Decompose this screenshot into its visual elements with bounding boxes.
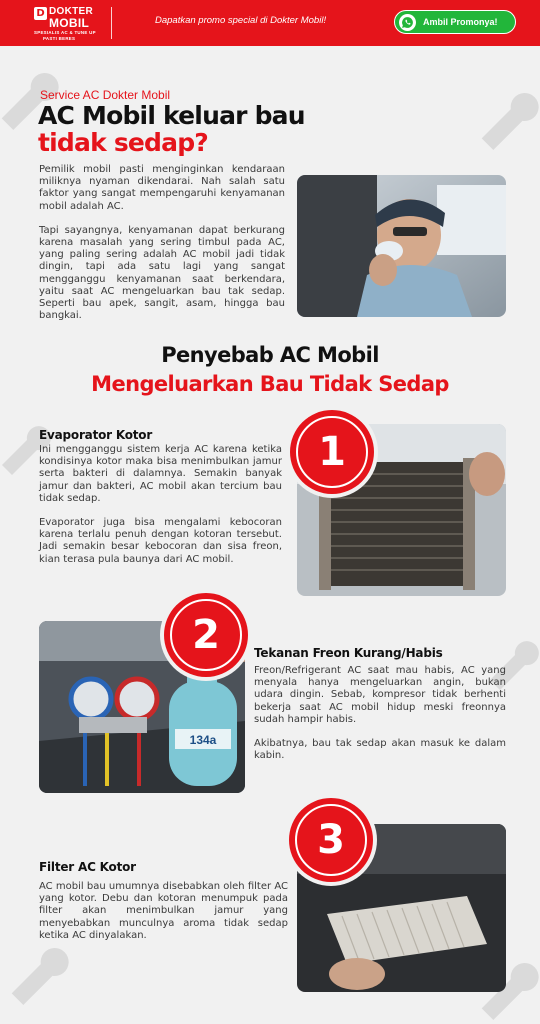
whatsapp-icon xyxy=(399,14,416,31)
cause-text-2 xyxy=(254,665,506,762)
cause-title-3: Filter AC Kotor xyxy=(39,860,136,874)
cause-2-paragraph-1: Freon/Refrigerant AC saat mau habis, AC yang menyala hanya mengeluarkan angin, bukan udara dingin. Sebab, kompresor tidak berhenti bekerja saat AC mobil hidup meski freonnya sudah hampir habis. xyxy=(254,665,506,725)
badge-number: 3 xyxy=(317,817,345,863)
logo-line1: DOKTER xyxy=(49,6,94,17)
section-title-line2: Mengeluarkan Bau Tidak Sedap xyxy=(91,372,449,396)
cause-text-1 xyxy=(39,444,282,566)
header-divider xyxy=(111,7,112,39)
cause-text-3 xyxy=(39,881,288,942)
number-badge-1 xyxy=(290,410,374,494)
section-title-line1: Penyebab AC Mobil xyxy=(161,343,379,367)
promo-text: Dapatkan promo special di Dokter Mobil! xyxy=(155,15,327,26)
promo-whatsapp-button[interactable] xyxy=(394,10,516,34)
driver-bad-smell-photo xyxy=(297,175,506,317)
promo-button-label: Ambil Promonya! xyxy=(423,17,498,27)
logo-tagline-2: PASTI BERES xyxy=(43,36,76,41)
cause-title-2: Tekanan Freon Kurang/Habis xyxy=(254,646,443,660)
intro-paragraph-2: Tapi sayangnya, kenyamanan dapat berkurang karena masalah yang sering timbul pada AC, yang paling sering adalah AC mobil jadi tidak dingin, tapi ada satu lagi yang sangat mengganggu kenyamanan saat berkendara, yaitu saat AC mengeluarkan bau tak sedap. Seperti bau apek, sangit, asam, hingga bau bangkai. xyxy=(39,224,285,322)
cause-1-paragraph-2: Evaporator juga bisa mengalami kebocoran karena terlalu penuh dengan kotoran tersebut. Jadi semakin besar kebocoran dan sisa freon, kian terasa pula baunya dari AC mobil. xyxy=(39,517,282,565)
intro-text xyxy=(39,164,285,322)
wrench-watermark xyxy=(470,70,540,160)
cause-title-1: Evaporator Kotor xyxy=(39,428,153,442)
title-line1: AC Mobil keluar bau xyxy=(38,101,305,130)
title-line2: tidak sedap? xyxy=(38,128,209,157)
tank-label: 134a xyxy=(189,733,217,747)
cause-1-paragraph-1: Ini mengganggu sistem kerja AC karena ketika kondisinya kotor maka bisa menimbulkan jamur serta bakteri di dalamnya. Semakin banyak jamur dan bakteri, AC mobil akan tercium bau tidak sedap. xyxy=(39,444,282,504)
badge-number: 1 xyxy=(318,429,346,475)
number-badge-3 xyxy=(289,798,373,882)
kicker-text: Service AC Dokter Mobil xyxy=(40,88,171,102)
page-title xyxy=(38,102,358,156)
number-badge-2 xyxy=(164,593,248,677)
logo-mark-icon: D xyxy=(34,7,47,20)
brand-logo[interactable] xyxy=(34,6,114,40)
intro-paragraph-1: Pemilik mobil pasti menginginkan kendaraan miliknya nyaman dikendarai. Nah salah satu faktor yang sangat mempengaruhi kenyamanan mobil adalah AC. xyxy=(39,164,285,212)
logo-tagline: SPESIALIS AC & TUNE UP xyxy=(34,30,96,35)
logo-line2: MOBIL xyxy=(49,16,90,30)
cause-2-paragraph-2: Akibatnya, bau tak sedap akan masuk ke dalam kabin. xyxy=(254,738,506,762)
cause-3-paragraph-1: AC mobil bau umumnya disebabkan oleh filter AC yang kotor. Debu dan kotoran menumpuk pada filter akan menimbulkan jamur yang menyebabkan munculnya aroma tidak sedap ketika AC dinyalakan. xyxy=(39,881,288,941)
top-bar xyxy=(0,0,540,46)
badge-number: 2 xyxy=(192,612,220,658)
